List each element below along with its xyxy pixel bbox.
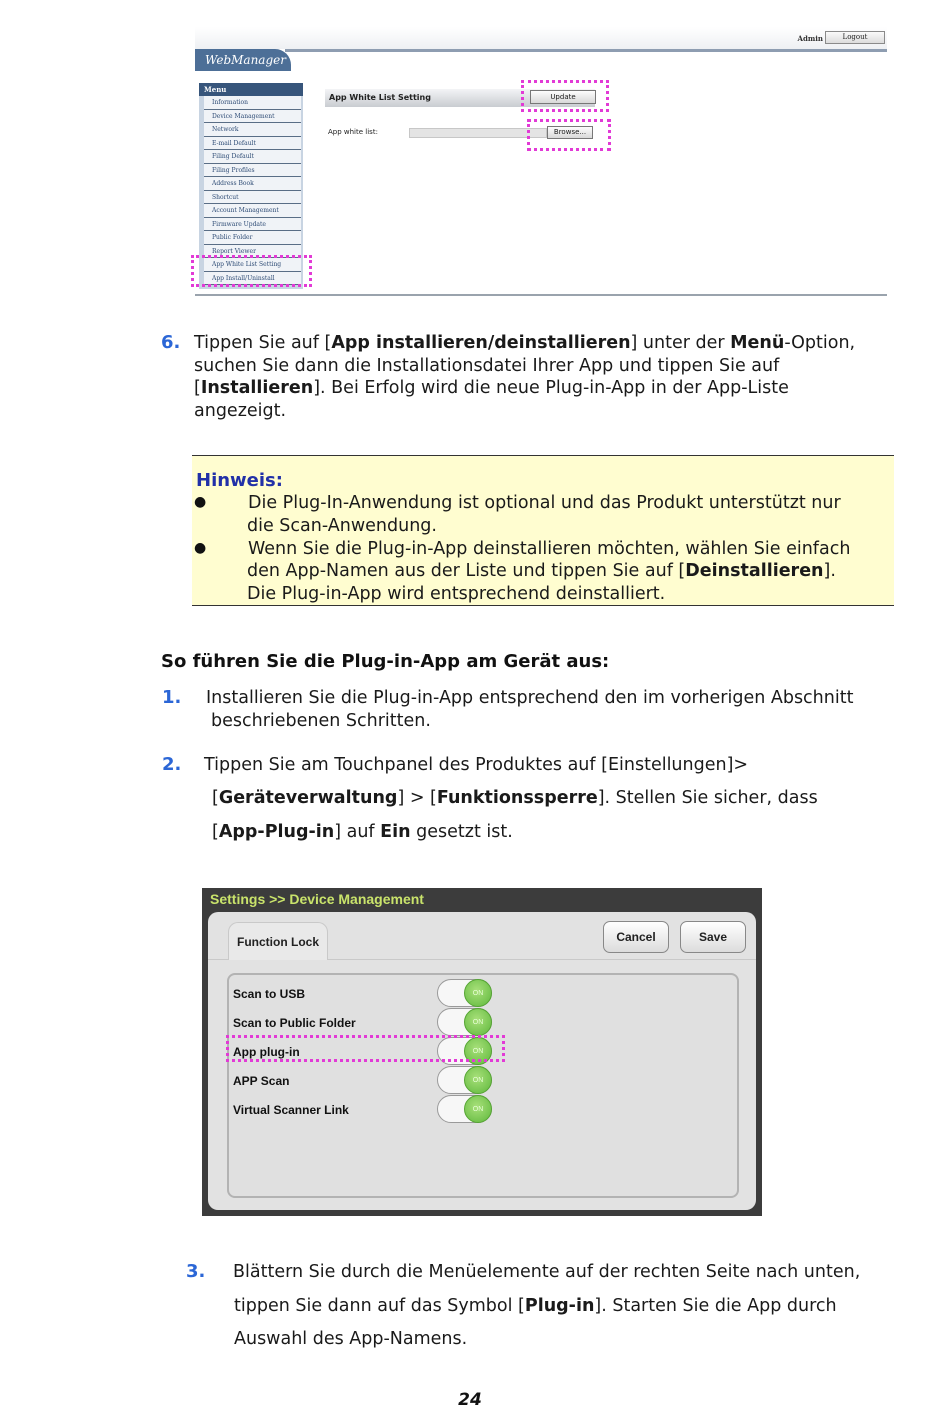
note-bullet-1-line-1: Die Plug-In-Anwendung ist optional und das Produkt unterstützt nur [248,493,841,513]
step-3-line-1: Blättern Sie durch die Menüelemente auf der rechten Seite nach unten, [233,1262,861,1282]
menu-item-public-folder[interactable]: Public Folder [204,231,301,245]
toggle-knob: ON [464,1037,492,1065]
whitelist-file-field[interactable] [409,128,547,138]
step-3-line-3: Auswahl des App-Namens. [234,1329,468,1349]
menu-item-firmware-update[interactable]: Firmware Update [204,218,301,232]
admin-label: Admin [797,34,823,43]
menu-item-device-management[interactable]: Device Management [204,110,301,124]
virtual-scanner-link-toggle[interactable] [437,1095,492,1123]
menu-item-filing-default[interactable]: Filing Default [204,150,301,164]
list-item-app-plug-in [233,1037,733,1066]
row-label: Scan to USB [233,987,306,1001]
app-plug-in-toggle[interactable] [437,1037,492,1065]
menu-item-information[interactable]: Information [204,96,301,110]
step-6-line-3: [Installieren]. Bei Erfolg wird die neue Plug-in-App in der App-Liste [194,378,789,398]
whitelist-label: App white list: [328,128,378,136]
bullet-dot: ● [194,494,207,510]
step-1-number: 1. [162,687,182,708]
step-6-number: 6. [161,332,181,353]
menu-item-filing-profiles[interactable]: Filing Profiles [204,164,301,178]
step-2-line-2: [Geräteverwaltung] > [Funktionssperre]. Stellen Sie sicher, dass [212,788,818,808]
menu-item-app-white-list[interactable]: App White List Setting [204,258,301,272]
logout-button[interactable]: Logout [825,31,885,44]
step-2-number: 2. [162,754,182,775]
row-label: Scan to Public Folder [233,1016,356,1030]
tab-function-lock[interactable]: Function Lock [228,922,328,960]
app-scan-toggle[interactable] [437,1066,492,1094]
scan-to-usb-toggle[interactable] [437,979,492,1007]
section-heading: So führen Sie die Plug-in-App am Gerät aus: [161,651,610,672]
menu-item-app-install[interactable]: App Install/Uninstall [204,272,301,286]
update-button[interactable]: Update [530,90,596,104]
menu-item-address-book[interactable]: Address Book [204,177,301,191]
list-item-scan-to-public-folder [233,1008,733,1037]
toggle-knob: ON [464,979,492,1007]
list-item-app-scan [233,1066,733,1095]
function-lock-list [227,973,739,1198]
toggle-knob: ON [464,1066,492,1094]
row-label: APP Scan [233,1074,290,1088]
menu-title: Menu [199,83,303,96]
browse-button[interactable]: Browse... [547,126,593,139]
webmanager-logo: WebManager [205,53,286,67]
webmanager-screenshot [195,27,887,297]
step-2-line-1: Tippen Sie am Touchpanel des Produktes auf [Einstellungen]> [204,755,749,775]
menu-item-account-management[interactable]: Account Management [204,204,301,218]
step-1-line-1: Installieren Sie die Plug-in-App entsprechend den im vorherigen Abschnitt [206,688,854,708]
webmanager-header [195,49,887,71]
step-1-line-2: beschriebenen Schritten. [211,711,431,731]
step-2-line-3: [App-Plug-in] auf Ein gesetzt ist. [212,822,513,842]
note-bullet-1-line-2: die Scan-Anwendung. [247,516,437,536]
step-3-number: 3. [186,1261,206,1282]
note-title: Hinweis: [196,470,283,491]
device-screenshot [202,888,762,1216]
save-button[interactable]: Save [680,921,746,953]
step-3-line-2: tippen Sie dann auf das Symbol [Plug-in]. Starten Sie die App durch [234,1296,837,1316]
page-number: 24 [458,1390,482,1408]
row-label: App plug-in [233,1045,300,1059]
device-panel [208,912,756,1210]
menu-item-shortcut[interactable]: Shortcut [204,191,301,205]
webmanager-sidebar [199,83,303,289]
webmanager-topbar [195,27,887,49]
menu-item-email-default[interactable]: E-mail Default [204,137,301,151]
bullet-dot: ● [194,540,207,556]
menu-item-report-viewer[interactable]: Report Viewer [204,245,301,259]
scan-to-public-folder-toggle[interactable] [437,1008,492,1036]
note-bullet-2-line-3: Die Plug-in-App wird entsprechend deinstalliert. [247,584,666,604]
content-title: App White List Setting [325,89,595,107]
step-6-line-2: suchen Sie dann die Installationsdatei Ihrer App und tippen Sie auf [194,356,780,376]
toggle-knob: ON [464,1008,492,1036]
step-6-line-4: angezeigt. [194,401,287,421]
menu-item-network[interactable]: Network [204,123,301,137]
device-breadcrumb: Settings >> Device Management [210,891,424,907]
note-bullet-2-line-2: den App-Namen aus der Liste und tippen Sie auf [Deinstallieren]. [247,561,836,581]
note-box [192,455,894,606]
note-bullet-2-line-1: Wenn Sie die Plug-in-App deinstallieren möchten, wählen Sie einfach [248,539,851,559]
toggle-knob: ON [464,1095,492,1123]
step-6-line-1: Tippen Sie auf [App installieren/deinstallieren] unter der Menü-Option, [194,333,856,353]
list-item-virtual-scanner-link [233,1095,733,1124]
row-label: Virtual Scanner Link [233,1103,349,1117]
cancel-button[interactable]: Cancel [603,921,669,953]
list-item-scan-to-usb [233,979,733,1008]
